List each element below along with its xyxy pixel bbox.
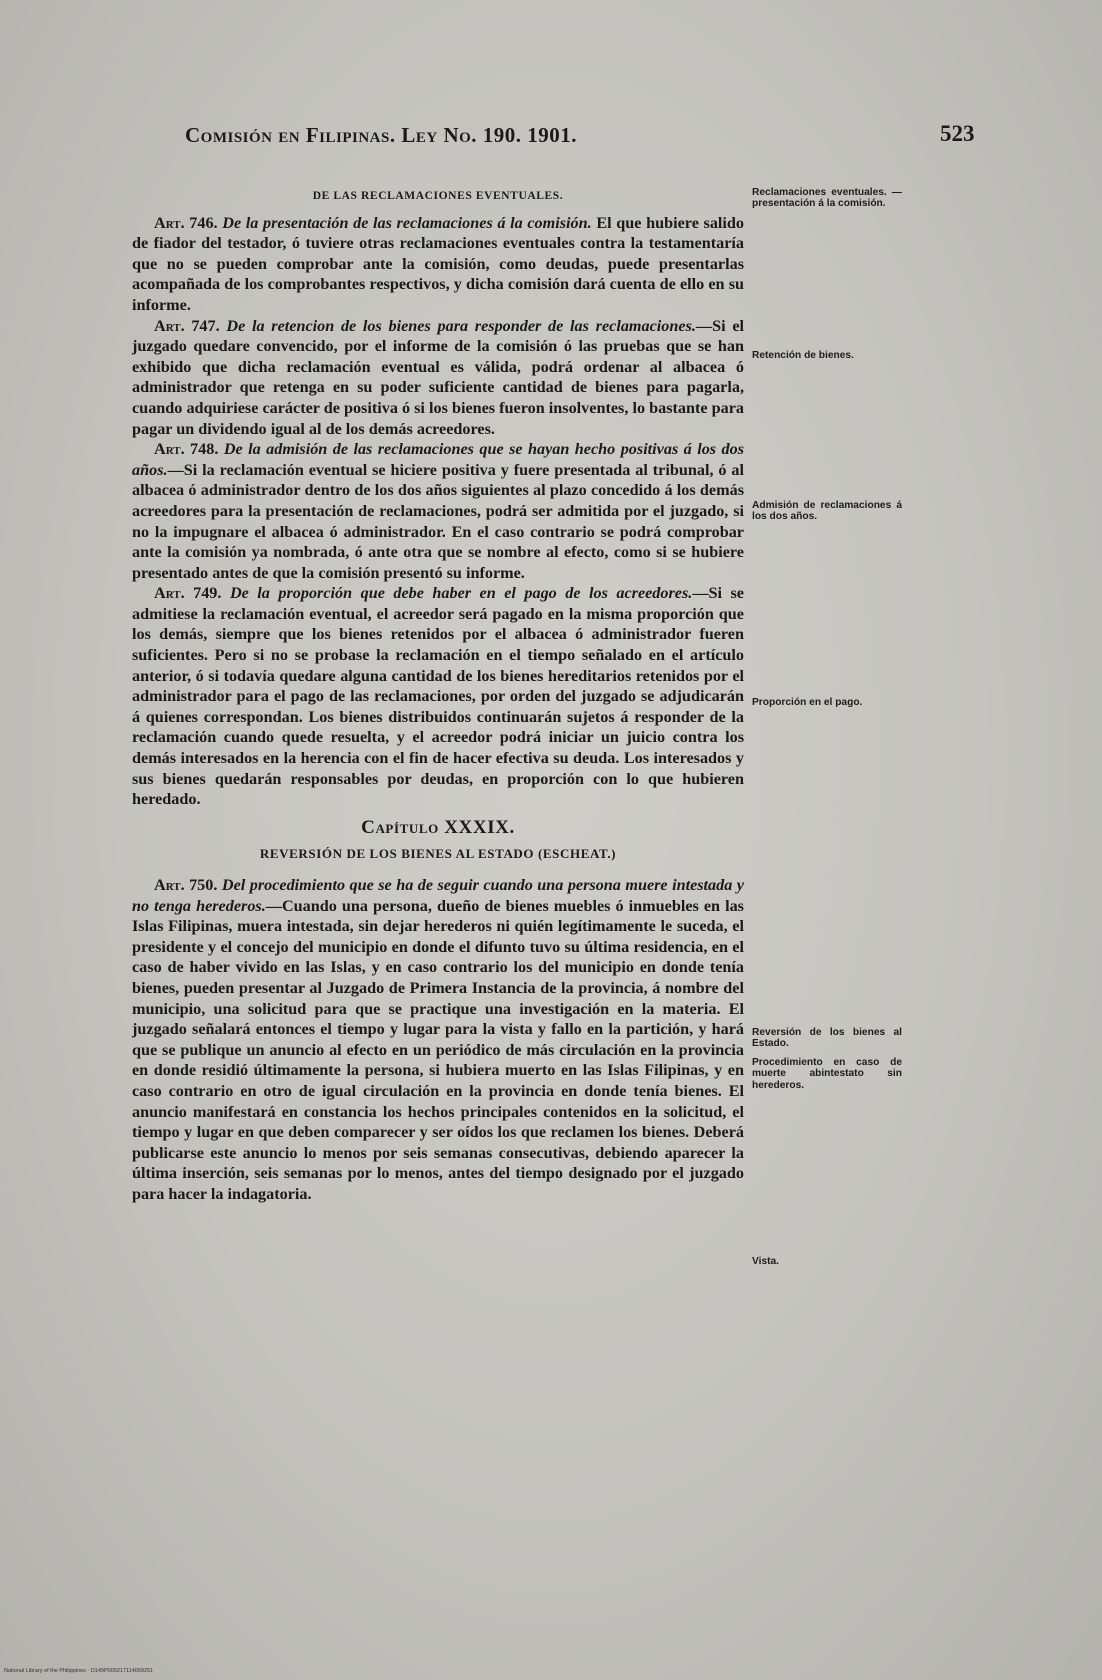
article-title: De la presentación de las reclamaciones á la comisión. [222, 213, 592, 232]
marginal-note-reversion: Reversión de los bienes al Estado. [752, 1027, 902, 1050]
article-text: —Si la reclamación eventual se hiciere positiva y fuere presentada al tribunal, ó al albacea ó administrador dentro de los dos años siguientes al plazo concedido á los demás acreedores para la presentación de reclamaciones, podrá ser admitida por el juzgado, si no la impugnare el albacea ó administrador. En el caso contrario se podrá comprobar ante la comisión ya nombrada, ó ante otra que se nombre al efecto, como si se hubiere presentado antes de que la comisión presentó su informe. [132, 460, 744, 582]
article-number: Art. 749. [154, 584, 222, 603]
article-text: El que hubiere salido de fiador del testador, ó tuviere otras reclamaciones eventuales contra la testamentaría que no se pueden comprobar ante la comisión, como deudas, puede presentarlas acompañada de los comprobantes respectivos, y dicha comisión dará cuenta de ello en su informe. [132, 213, 745, 314]
article-title: De la proporción que debe haber en el pago de los acreedores. [229, 584, 693, 603]
article-number: Art. 746. [154, 213, 218, 232]
article-748 [132, 439, 744, 583]
marginal-note-procedimiento: Procedimiento en caso de muerte abintestato sin herederos. [752, 1057, 902, 1091]
article-number: Art. 750. [154, 876, 218, 894]
chapter-title: Capítulo XXXIX. [361, 816, 515, 838]
article-750 [132, 875, 744, 1205]
article-text: —Cuando una persona, dueño de bienes muebles ó inmuebles en las Islas Filipinas, muera intestada, sin dejar herederos ni quién legítimamente le suceda, el presidente y el concejo del municipio en donde el difunto tuvo su última residencia, en el caso de haber vivido en las Islas, y en caso contrario los del municipio en donde tenía bienes, pueden presentar al Juzgado de Primera Instancia de la provincia, á nombre del municipio, una solicitud para que se practique una investigación en la materia. El juzgado señalará entonces el tiempo y lugar para la vista y fallo en la partición, y hará que se publique un anuncio al efecto en un periódico de más circulación en la provincia en donde residió últimamente la persona, si hubiera muerto en las Islas Filipinas, y en caso contrario en otro de igual circulación en la provincia en donde tenía bienes. El anuncio manifestará en constancia los hechos principales contenidos en la solicitud, el tiempo y lugar en que deben comparecer y ser oídos los que reclamen los bienes. Deberá publicarse este anuncio lo menos por seis semanas consecutivas, debiendo aparecer la última inserción, seis semanas por lo menos, antes del tiempo designado por el juzgado para hacer la indagatoria. [132, 896, 744, 1203]
scan-footer: National Library of the Philippines · D149P000217114059251 [4, 1668, 154, 1674]
marginal-note-reclamaciones: Reclamaciones eventuales. —presentación á la comisión. [752, 187, 902, 210]
main-text [132, 186, 744, 1205]
article-number: Art. 748. [154, 440, 219, 459]
article-746 [132, 213, 744, 316]
article-title: Del procedimiento que se ha de seguir cuando una persona muere intestada y no tenga herederos. [132, 876, 744, 915]
article-747 [132, 316, 744, 440]
section-heading: DE LAS RECLAMACIONES EVENTUALES. [312, 190, 564, 202]
article-title: De la retencion de los bienes para responder de las reclamaciones. [226, 316, 696, 335]
article-text: —Si el juzgado quedare convencido, por el informe de la comisión ó las pruebas que se han exhibido que dicha reclamación eventual es válida, podrá ordenar al albacea ó administrador que retenga en su poder suficiente cantidad de bienes para pagarla, cuando adquiriese carácter de positiva ó si los bienes fueron insolventes, lo bastante para pagar un dividendo igual al de los demás acreedores. [132, 316, 745, 438]
marginal-note-proporcion: Proporción en el pago. [752, 697, 863, 708]
article-text: —Si se admitiese la reclamación eventual, el acreedor será pagado en la misma proporción que los demás, siempre que los bienes retenidos por el albacea ó administrador fueren suficientes. Pero si no se probase la reclamación en el tiempo señalado en el artículo anterior, ó si todavía quedare alguna cantidad de los bienes hereditarios retenidos por el administrador para el pago de las reclamaciones, por orden del juzgado se adjudicarán á quienes correspondan. Los bienes distribuidos continuarán sujetos á responder de la reclamación cuando quede resuelta, y el acreedor podrá iniciar un juicio contra los demás interesados en la herencia con el fin de hacer efectiva su deuda. Los interesados y sus bienes quedarán responsables por deudas, en proporción con lo que hubieren heredado. [132, 584, 744, 809]
article-title: De la admisión de las reclamaciones que se hayan hecho positivas á los dos años. [132, 440, 745, 479]
marginal-note-admision: Admisión de reclamaciones á los dos años. [752, 500, 902, 523]
chapter-subheading: REVERSIÓN DE LOS BIENES AL ESTADO (ESCHEAT.) [259, 846, 617, 862]
page-number: 523 [940, 121, 975, 146]
marginal-note-retencion: Retención de bienes. [752, 350, 854, 361]
article-749 [132, 583, 744, 810]
marginal-note-vista: Vista. [752, 1256, 779, 1267]
running-title: Comisión en Filipinas. Ley No. 190. 1901. [185, 123, 578, 147]
article-number: Art. 747. [154, 316, 220, 335]
